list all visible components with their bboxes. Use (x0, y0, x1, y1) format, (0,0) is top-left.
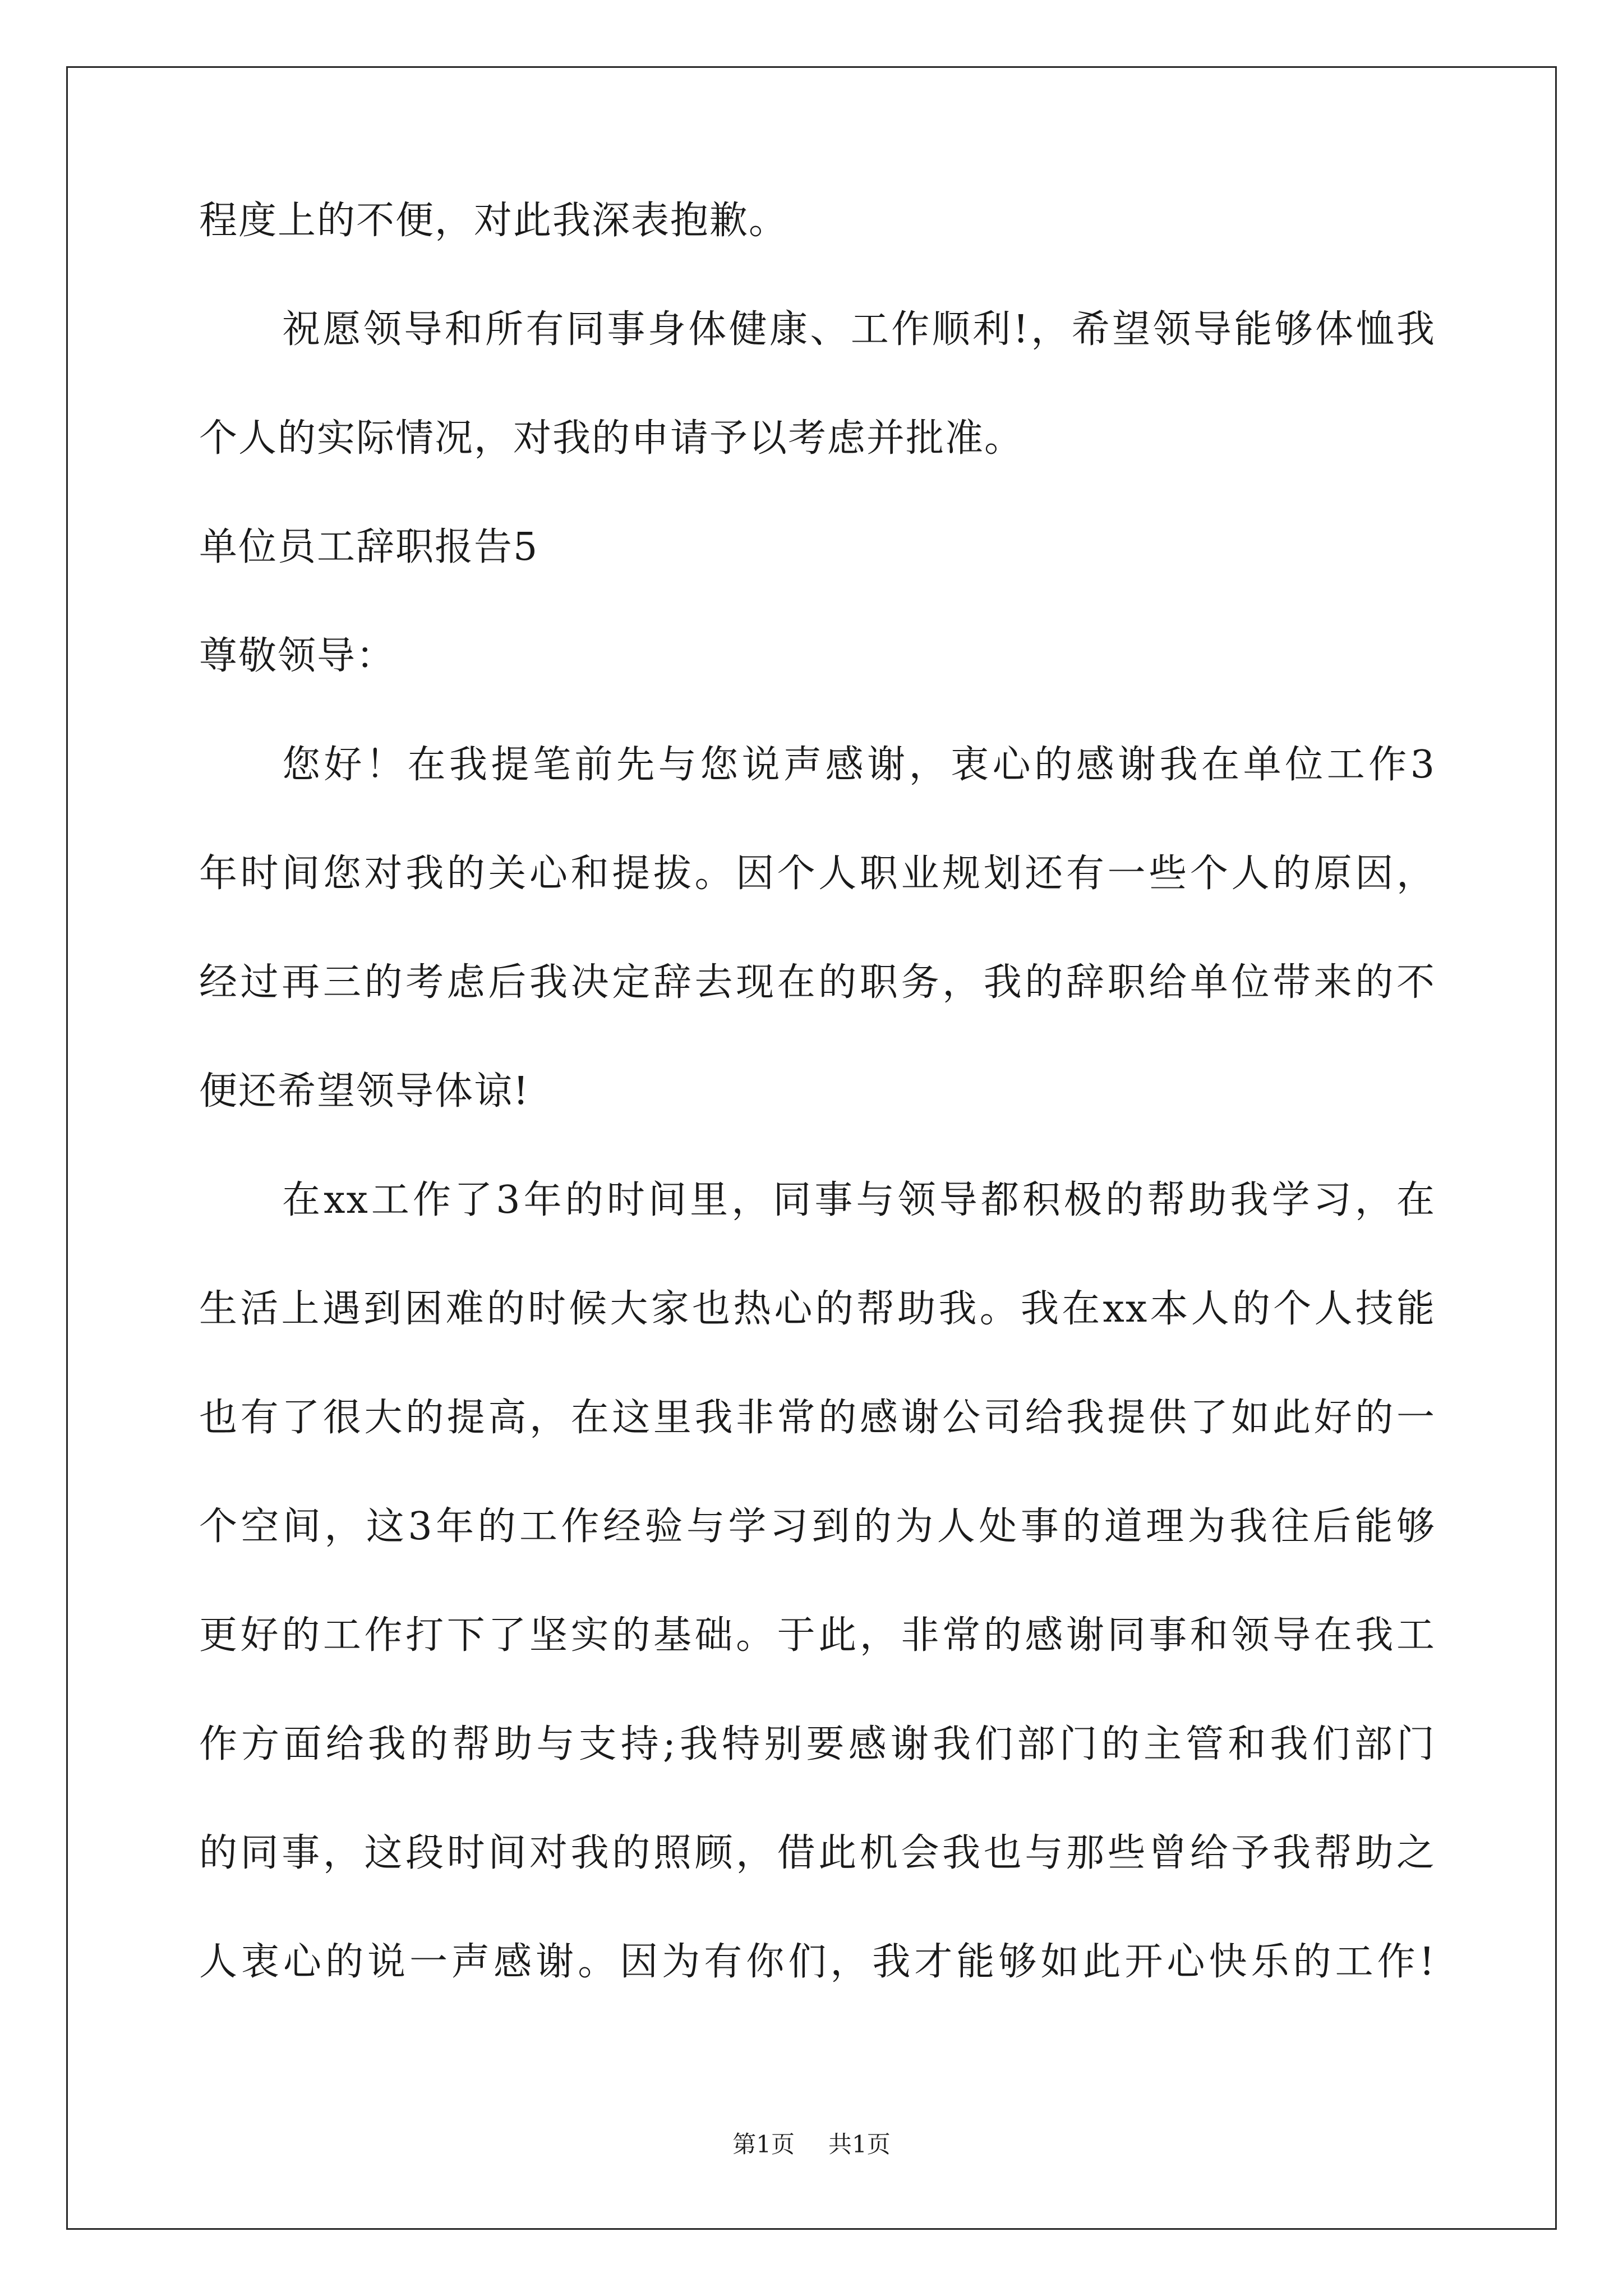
page-border (66, 66, 1557, 2230)
paragraph-line: 您好！在我提笔前先与您说声感谢，衷心的感谢我在单位工作3 (282, 743, 1436, 787)
page-number-current: 第1页 (732, 2131, 795, 2158)
salutation: 尊敬领导： (199, 634, 396, 678)
paragraph-line: 祝愿领导和所有同事身体健康、工作顺利!，希望领导能够体恤我 (282, 307, 1436, 352)
paragraph-line: 人衷心的说一声感谢。因为有你们，我才能够如此开心快乐的工作! (199, 1940, 1436, 1984)
paragraph-line: 也有了很大的提高，在这里我非常的感谢公司给我提供了如此好的一 (199, 1396, 1436, 1440)
paragraph-line: 个空间，这3年的工作经验与学习到的为人处事的道理为我往后能够 (199, 1504, 1436, 1549)
paragraph-line: 个人的实际情况，对我的申请予以考虑并批准。 (199, 416, 1024, 461)
paragraph-line: 程度上的不便，对此我深表抱歉。 (199, 199, 789, 243)
section-heading: 单位员工辞职报告5 (199, 525, 539, 569)
paragraph-line: 经过再三的考虑后我决定辞去现在的职务，我的辞职给单位带来的不 (199, 960, 1436, 1005)
paragraph-line: 生活上遇到困难的时候大家也热心的帮助我。我在xx本人的个人技能 (199, 1287, 1436, 1331)
paragraph-line: 作方面给我的帮助与支持;我特别要感谢我们部门的主管和我们部门 (199, 1722, 1436, 1766)
paragraph-line: 便还希望领导体谅! (199, 1069, 530, 1114)
paragraph-line: 的同事，这段时间对我的照顾，借此机会我也与那些曾给予我帮助之 (199, 1831, 1436, 1875)
paragraph-line: 在xx工作了3年的时间里，同事与领导都积极的帮助我学习，在 (282, 1178, 1436, 1222)
page-footer (0, 2133, 1623, 2156)
page-number-total: 共1页 (828, 2131, 891, 2158)
paragraph-line: 年时间您对我的关心和提拔。因个人职业规划还有一些个人的原因， (199, 852, 1436, 896)
paragraph-line: 更好的工作打下了坚实的基础。于此，非常的感谢同事和领导在我工 (199, 1613, 1436, 1658)
